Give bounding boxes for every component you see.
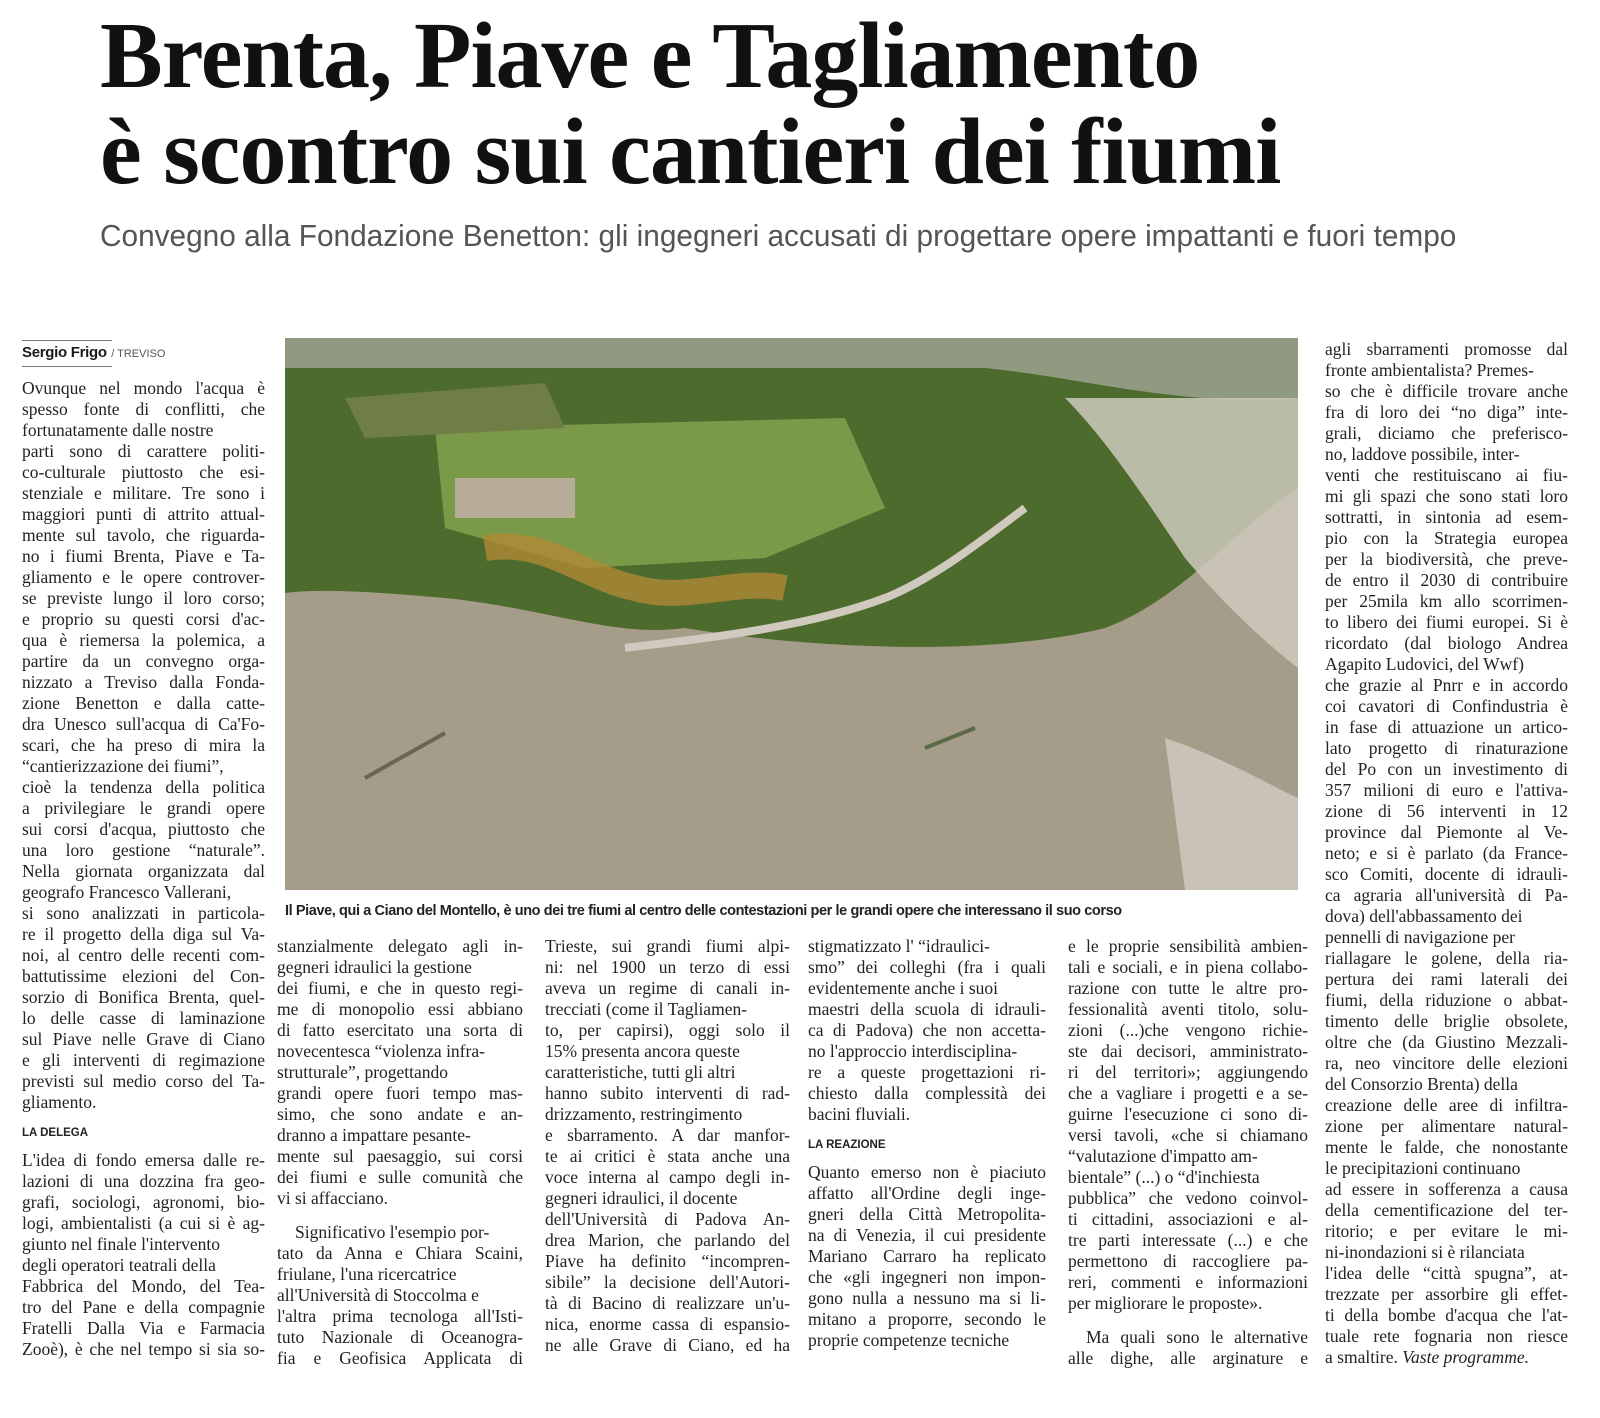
text-line: Agapito Ludovici, del Wwf) (1325, 654, 1524, 674)
section-heading: LA DELEGA (22, 1127, 89, 1139)
text-line: per migliorare le proposte». (1068, 1293, 1263, 1313)
text-line: stenziale e militare. Tre sono i (22, 483, 265, 503)
text-line: pubblica” che vedono coinvol- (1068, 1188, 1308, 1208)
text-line: versi tavoli, «che si chiamano (1068, 1125, 1308, 1145)
article-column-3 (545, 936, 790, 1356)
paragraph-gap (277, 1209, 523, 1222)
text-line: fia e Geofisica Applicata di (277, 1348, 523, 1368)
text-line: giunto nel finale l'intervento (22, 1234, 221, 1254)
text-line: grandi opere fuori tempo mas- (277, 1083, 523, 1103)
text-line: e gli interventi di regimazione (22, 1050, 265, 1070)
text-line: trezzate per assorbire gli effet- (1325, 1284, 1568, 1304)
text-line: Nella giornata organizzata dal (22, 861, 265, 881)
text-line: partire da un convegno orga- (22, 651, 265, 671)
text-line: bientale” (...) o “d'inchiesta (1068, 1167, 1260, 1187)
text-line: ste dai decisori, amministrato- (1068, 1041, 1308, 1061)
text-line: noi, al centro delle recenti com- (22, 945, 265, 965)
text-line: cioè la tendenza della politica (22, 777, 265, 797)
text-line: per la biodiversità, che preve- (1325, 549, 1568, 569)
text-line: l'altra prima tecnologa all'Isti- (277, 1306, 523, 1326)
text-line: riallagare le golene, della ria- (1325, 948, 1568, 968)
text-line: maggiori punti di attrito attual- (22, 504, 265, 524)
text-line: si sono analizzati in particola- (22, 903, 265, 923)
text-line: drizzamento, restringimento (545, 1104, 743, 1124)
photo-caption: Il Piave, qui a Ciano del Montello, è uno dei tre fiumi al centro delle contestazioni per le grandi opere che interessano il suo corso (285, 903, 1122, 919)
text-line: 15% presenta ancora queste (545, 1041, 740, 1061)
text-line: pio con la Strategia europea (1325, 528, 1568, 548)
text-line: guirne l'esecuzione ci sono di- (1068, 1104, 1308, 1124)
text-line: tali e sociali, e in piena collabo- (1068, 957, 1308, 977)
text-line: l'idea delle “città spugna”, at- (1325, 1263, 1568, 1283)
text-line: grafi, sociologi, agronomi, bio- (22, 1192, 265, 1212)
text-line: ni-inondazioni si è rilanciata (1325, 1242, 1525, 1262)
text-line: co-culturale piuttosto che esi- (22, 462, 265, 482)
text-line: ri del territori»; aggiungendo (1068, 1062, 1308, 1082)
text-line: coi cavatori di Confindustria è (1325, 696, 1568, 716)
text-line: Fratelli Dalla Via e Farmacia (22, 1318, 265, 1338)
text-line: scari, che ha preso di mira la (22, 735, 265, 755)
text-line: no, laddove possibile, inter- (1325, 444, 1520, 464)
text-line: de entro il 2030 di contribuire (1325, 570, 1568, 590)
text-line: fra di loro dei “no diga” inte- (1325, 402, 1568, 422)
text-line: che grazie al Pnrr e in accordo (1325, 675, 1568, 695)
text-line: 357 milioni di euro e l'attiva- (1325, 780, 1568, 800)
text-line: timento delle briglie obsolete, (1325, 1011, 1568, 1031)
text-line: L'idea di fondo emersa dalle re- (22, 1150, 265, 1170)
text-line: geografo Francesco Vallerani, (22, 882, 232, 902)
text-line: degli operatori teatrali della (22, 1255, 216, 1275)
text-line: ca di Padova) che non accetta- (808, 1020, 1046, 1040)
text-line: ad essere in sofferenza a causa (1325, 1179, 1568, 1199)
text-line: sottratti, in sintonia ad esem- (1325, 507, 1568, 527)
byline (22, 340, 165, 367)
text-line: friulane, l'una ricercatrice (277, 1264, 457, 1284)
text-line: dova) dell'abbassamento dei (1325, 906, 1523, 926)
text-line: agli sbarramenti promosse dal (1325, 339, 1568, 359)
text-line: mente le falde, che nonostante (1325, 1137, 1568, 1157)
text-line: permettono di raccogliere pa- (1068, 1251, 1308, 1271)
text-line: to libero dei fiumi europei. Si è (1325, 612, 1568, 632)
author-name: Sergio Frigo (22, 344, 107, 361)
text-line: zioni (...)che vengono richie- (1068, 1020, 1308, 1040)
text-line: fiumi, della riduzione o abbat- (1325, 990, 1568, 1010)
text-line: e le proprie sensibilità ambien- (1068, 936, 1308, 956)
text-line: pertura dei rami laterali dei (1325, 969, 1568, 989)
text-line: Zooè), è che nel tempo si sia so- (22, 1339, 265, 1359)
river-aerial-photo (285, 338, 1298, 890)
text-line: sorzio di Bonifica Brenta, quel- (22, 987, 265, 1007)
text-line: in fase di attuazione un artico- (1325, 717, 1568, 737)
text-line: ni: nel 1900 un terzo di essi (545, 957, 790, 977)
text-line: voce interna al campo degli in- (545, 1167, 790, 1187)
text-line: battutissime elezioni del Con- (22, 966, 265, 986)
text-line: drea Marion, che parlando del (545, 1230, 790, 1250)
text-line: pennelli di navigazione per (1325, 927, 1515, 947)
article-column-2 (277, 936, 523, 1369)
text-line: nica, enorme cassa di espansio- (545, 1314, 790, 1334)
text-line: trecciati (come il Tagliamen- (545, 999, 748, 1019)
text-line: e sbarramento. A dar manfor- (545, 1125, 790, 1145)
text-line: ca agraria all'università di Pa- (1325, 885, 1568, 905)
text-line: fronte ambientalista? Premes- (1325, 360, 1534, 380)
text-line: “cantierizzazione dei fiumi”, (22, 756, 224, 776)
paragraph-gap (1068, 1314, 1308, 1327)
headline-line-2: è scontro sui cantieri dei fiumi (100, 100, 1281, 204)
text-line: te ai critici è stata anche una (545, 1146, 790, 1166)
text-line: maestri della scuola di idrauli- (808, 999, 1046, 1019)
text-line: lato progetto di rinaturazione (1325, 738, 1568, 758)
text-line: gegneri idraulici la gestione (277, 957, 472, 977)
text-line: dranno a impattare pesante- (277, 1125, 471, 1145)
text-line: tre parti interessate (...) e che (1068, 1230, 1308, 1250)
text-line: sibile” la decisione dell'Autori- (545, 1272, 790, 1292)
text-line: ti della bombe d'acqua che l'at- (1325, 1305, 1568, 1325)
text-line: Fabbrica del Mondo, del Tea- (22, 1276, 265, 1296)
text-line: le precipitazioni continuano (1325, 1158, 1521, 1178)
text-line: e proprio su questi corsi d'ac- (22, 609, 265, 629)
text-line: parti sono di carattere politi- (22, 441, 265, 461)
text-line: del Po con un investimento di (1325, 759, 1568, 779)
text-line: gegneri idraulici, il docente (545, 1188, 738, 1208)
text-line: se previste lungo il loro corso; (22, 588, 265, 608)
text-line: di fatto esercitato una sorta di (277, 1020, 523, 1040)
text-line: mente sul paesaggio, sui corsi (277, 1146, 523, 1166)
headline-line-1: Brenta, Piave e Tagliamento (100, 4, 1200, 108)
text-line: province dal Piemonte al Ve- (1325, 822, 1568, 842)
text-line: alle dighe, alle arginature e (1068, 1348, 1308, 1368)
text-line: no i fiumi Brenta, Piave e Ta- (22, 546, 265, 566)
text-line: re il progetto della diga sul Va- (22, 924, 265, 944)
text-line: gono nulla a nessuno ma si li- (808, 1288, 1046, 1308)
text-line: caratteristiche, tutti gli altri (545, 1062, 736, 1082)
text-line: previsti sul medio corso del Ta- (22, 1071, 265, 1091)
text-line: una loro gestione “naturale”. (22, 840, 265, 860)
text-line: stanzialmente delegato agli in- (277, 936, 523, 956)
text-line: Quanto emerso non è piaciuto (808, 1162, 1046, 1182)
text-line: oltre che (da Giustino Mezzali- (1325, 1032, 1568, 1052)
text-line: bacini fluviali. (808, 1104, 911, 1124)
text-line: zione Benetton e dalla catte- (22, 693, 265, 713)
text-line: ricordato (dal biologo Andrea (1325, 633, 1568, 653)
byline-rule-bottom (22, 366, 112, 367)
article-column-5 (1068, 936, 1308, 1369)
text-line: Ma quali sono le alternative (1086, 1327, 1308, 1347)
text-line: tuto Nazionale di Oceanogra- (277, 1327, 523, 1347)
text-line: dei fiumi e sulle comunità che (277, 1167, 523, 1187)
article-column-1 (22, 378, 265, 1360)
text-line: novecentesca “violenza infra- (277, 1041, 485, 1061)
text-line: gneri della Città Metropolita- (808, 1204, 1046, 1224)
text-line: razione con tutte le altre pro- (1068, 978, 1308, 998)
text-line: simo, che sono andate e an- (277, 1104, 523, 1124)
text-line: Ovunque nel mondo l'acqua è (22, 378, 265, 398)
text-line: na di Venezia, il cui presidente (808, 1225, 1046, 1245)
text-line: Significativo l'esempio por- (295, 1222, 490, 1242)
text-line: lo delle casse di laminazione (22, 1008, 265, 1028)
article-column-6 (1325, 339, 1568, 1368)
abbey-building (455, 478, 575, 518)
text-line: ritorio; e per evitare le mi- (1325, 1221, 1568, 1241)
text-line: tuale rete fognaria non riesce (1325, 1326, 1568, 1346)
text-line: reri, commenti e informazioni (1068, 1272, 1308, 1292)
text-line: fessionalità aventi titolo, solu- (1068, 999, 1308, 1019)
text-line: zione per alimentare natural- (1325, 1116, 1568, 1136)
dateline-location: / TREVISO (111, 348, 166, 360)
section-heading: LA REAZIONE (808, 1139, 886, 1151)
text-line: creazione delle aree di infiltra- (1325, 1095, 1568, 1115)
text-line: proprie competenze tecniche (808, 1330, 1010, 1350)
text-line: smo” dei colleghi (fra i quali (808, 957, 1046, 977)
text-line: che a vagliare i progetti e a se- (1068, 1083, 1308, 1103)
text-line: tro del Pane e della compagnie (22, 1297, 265, 1317)
text-line: so che è difficile trovare anche (1325, 381, 1568, 401)
text-line: mente sul tavolo, che riguarda- (22, 525, 265, 545)
text-line: tato da Anna e Chiara Scaini, (277, 1243, 523, 1263)
text-line: per 25mila km allo scorrimen- (1325, 591, 1568, 611)
text-line: Piave ha definito “incompren- (545, 1251, 790, 1271)
text-line: che «gli ingegneri non impon- (808, 1267, 1046, 1287)
article-column-4 (808, 936, 1046, 1351)
byline-rule-top (22, 340, 112, 341)
text-line: no l'approccio interdisciplina- (808, 1041, 1018, 1061)
text-line: lazioni di una dozzina fra geo- (22, 1171, 265, 1191)
text-line: del Consorzio Brenta) della (1325, 1074, 1518, 1094)
text-line: evidentemente anche i suoi (808, 978, 998, 998)
text-line: a smaltire. Vaste programme. (1325, 1347, 1529, 1367)
text-line: aveva un regime di canali in- (545, 978, 790, 998)
text-line: hanno subito interventi di rad- (545, 1083, 790, 1103)
text-line: fortunatamente dalle nostre (22, 420, 214, 440)
text-line: dell'Università di Padova An- (545, 1209, 790, 1229)
text-line: vi si affacciano. (277, 1188, 388, 1208)
text-line: sul Piave nelle Grave di Ciano (22, 1029, 265, 1049)
text-line: strutturale”, progettando (277, 1062, 449, 1082)
closing-remark: Vaste programme. (1397, 1347, 1529, 1367)
text-line: stigmatizzato l' “idraulici- (808, 936, 990, 956)
text-line: affatto all'Ordine degli inge- (808, 1183, 1046, 1203)
text-line: gliamento e le opere controver- (22, 567, 265, 587)
text-line: “valutazione d'impatto am- (1068, 1146, 1258, 1166)
text-line: a privilegiare le grandi opere (22, 798, 265, 818)
text-line: mi gli spazi che sono stati loro (1325, 486, 1568, 506)
text-line: qua è riemersa la polemica, a (22, 630, 265, 650)
text-line: mitano a proporre, secondo le (808, 1309, 1046, 1329)
text-line: ne alle Grave di Ciano, ed ha (545, 1335, 790, 1355)
text-line: zione di 56 interventi in 12 (1325, 801, 1568, 821)
text-line: venti che restituiscano ai fiu- (1325, 465, 1568, 485)
text-line: ra, neo vincitore delle elezioni (1325, 1053, 1568, 1073)
text-line: Mariano Carraro ha replicato (808, 1246, 1046, 1266)
text-line: all'Università di Stoccolma e (277, 1285, 479, 1305)
text-line: gliamento. (22, 1092, 97, 1112)
text-line: spesso fonte di conflitti, che (22, 399, 265, 419)
text-line: dra Unesco sull'acqua di Ca'Fo- (22, 714, 265, 734)
text-line: neto; e si è parlato (da France- (1325, 843, 1568, 863)
text-line: logi, ambientalisti (a cui si è ag- (22, 1213, 265, 1233)
text-line: dei fiumi, e che in questo regi- (277, 978, 523, 998)
text-line: chiesto dalla complessità dei (808, 1083, 1046, 1103)
text-line: tà di Bacino di realizzare un'u- (545, 1293, 790, 1313)
subtitle: Convegno alla Fondazione Benetton: gli ingegneri accusati di progettare opere impattanti e fuori tempo (100, 218, 1457, 253)
text-line: re a queste progettazioni ri- (808, 1062, 1046, 1082)
text-line: sui corsi d'acqua, piuttosto che (22, 819, 265, 839)
text-line: sco Comiti, docente di idrauli- (1325, 864, 1568, 884)
text-line: grali, diciamo che preferisco- (1325, 423, 1568, 443)
text-line: nizzato a Treviso dalla Fonda- (22, 672, 265, 692)
text-line: me di monopolio essi abbiano (277, 999, 523, 1019)
text-line: Trieste, sui grandi fiumi alpi- (545, 936, 790, 956)
text-line: della cementificazione del ter- (1325, 1200, 1568, 1220)
text-line: ti cittadini, associazioni e al- (1068, 1209, 1308, 1229)
text-line: to, per capirsi), oggi solo il (545, 1020, 790, 1040)
